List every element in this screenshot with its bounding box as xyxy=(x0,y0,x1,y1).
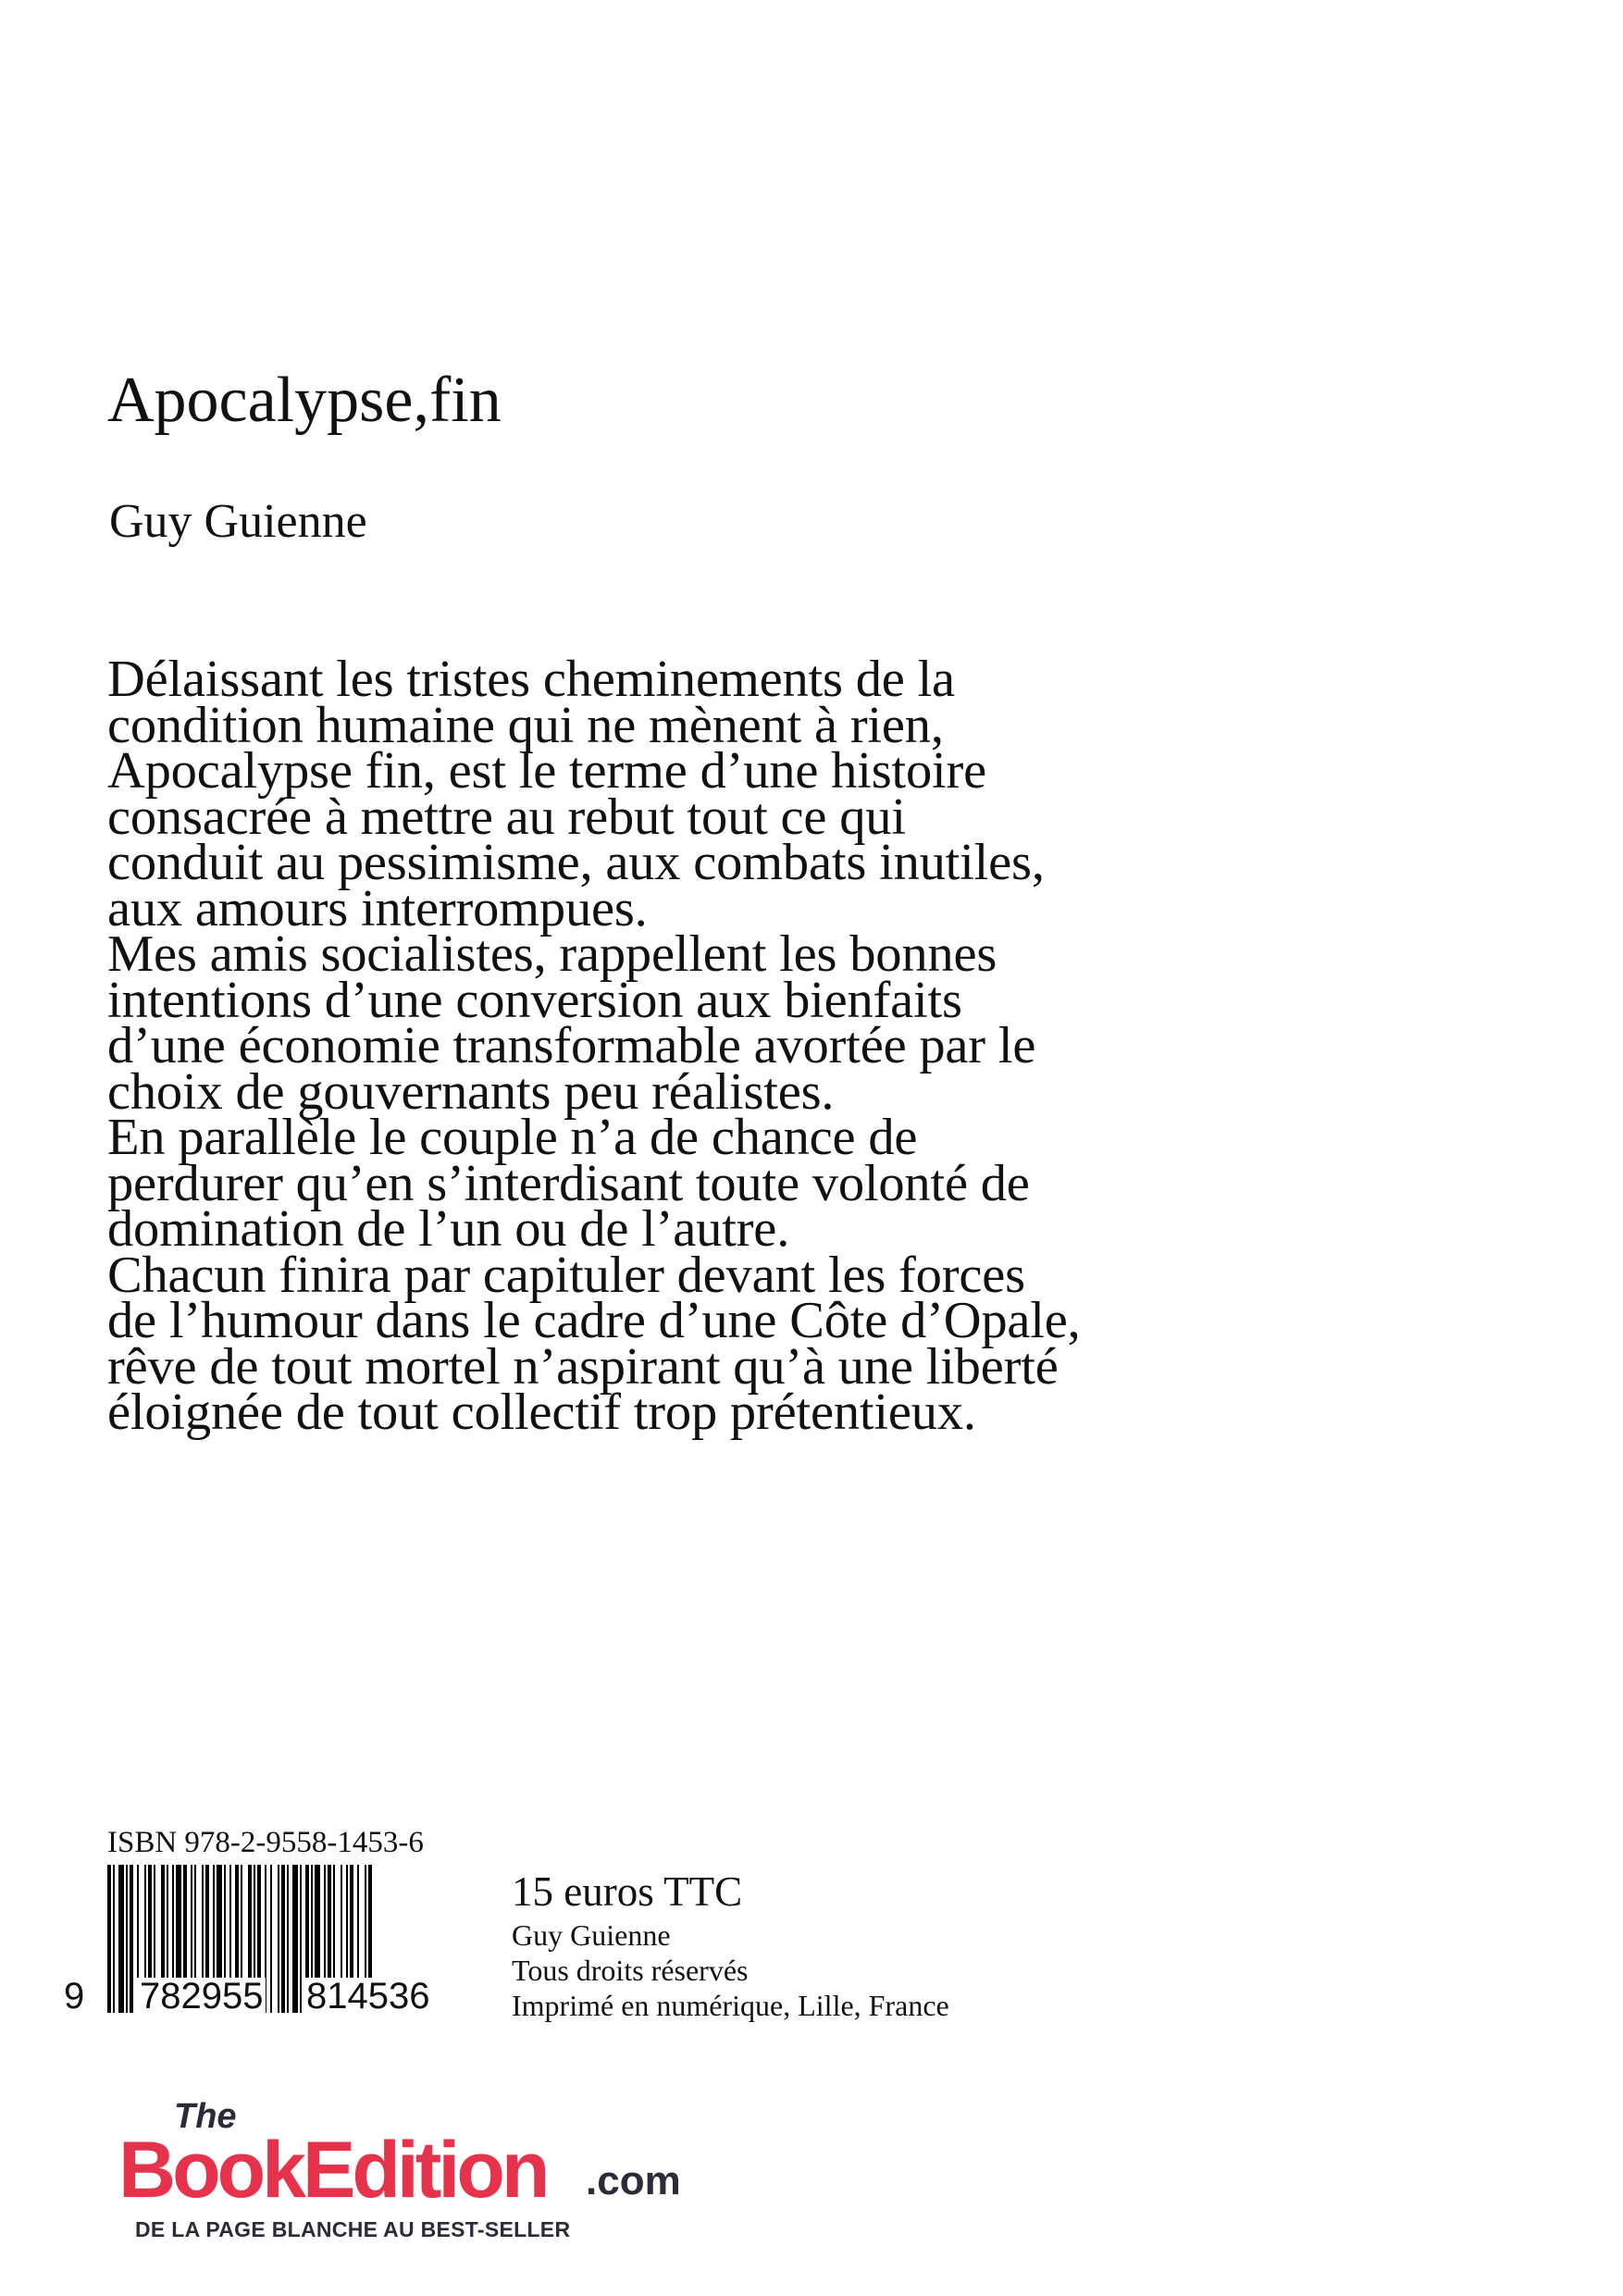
barcode-digit-group-left: 782955 xyxy=(137,1978,266,2015)
blurb-line: perdurer qu’en s’interdisant toute volonté de xyxy=(107,1154,1030,1212)
logo-the: The xyxy=(174,2097,237,2136)
copyright-block xyxy=(512,1917,949,2023)
logo-tagline: DE LA PAGE BLANCHE AU BEST-SELLER xyxy=(135,2217,571,2241)
book-author: Guy Guienne xyxy=(109,495,367,548)
back-cover-blurb xyxy=(107,651,1477,1441)
blurb-line: Chacun finira par capituler devant les forces xyxy=(107,1246,1025,1304)
publisher-logo xyxy=(118,2097,681,2245)
blurb-line: éloignée de tout collectif trop prétentieux. xyxy=(107,1384,976,1441)
barcode-digit-prefix: 9 xyxy=(61,1978,87,2015)
book-title: Apocalypse,fin xyxy=(107,365,502,436)
blurb-line: Apocalypse fin, est le terme d’une histoire xyxy=(107,742,987,800)
blurb-line: intentions d’une conversion aux bienfaits xyxy=(107,971,962,1029)
barcode-digits xyxy=(61,1978,463,2015)
blurb-line: consacrée à mettre au rebut tout ce qui xyxy=(107,788,906,846)
copyright-rights: Tous droits réservés xyxy=(512,1954,749,1987)
copyright-printed: Imprimé en numérique, Lille, France xyxy=(512,1989,949,2022)
isbn-label: ISBN 978-2-9558-1453-6 xyxy=(107,1826,424,1859)
blurb-line: condition humaine qui ne mènent à rien, xyxy=(107,696,944,754)
blurb-line: rêve de tout mortel n’aspirant qu’à une liberté xyxy=(107,1337,1059,1396)
logo-name: BookEdition xyxy=(118,2126,547,2215)
blurb-line: En parallèle le couple n’a de chance de xyxy=(107,1109,918,1166)
blurb-line: choix de gouvernants peu réalistes. xyxy=(107,1062,835,1121)
logo-tld: .com xyxy=(586,2158,681,2203)
blurb-line: domination de l’un ou de l’autre. xyxy=(107,1200,790,1258)
barcode-digit-group-right: 814536 xyxy=(304,1978,432,2015)
price: 15 euros TTC xyxy=(512,1868,743,1915)
blurb-line: conduit au pessimisme, aux combats inutiles, xyxy=(107,834,1045,891)
copyright-author: Guy Guienne xyxy=(512,1918,671,1952)
blurb-line: de l’humour dans le cadre d’une Côte d’Opale, xyxy=(107,1292,1081,1349)
blurb-line: d’une économie transformable avortée par le xyxy=(107,1017,1036,1074)
blurb-line: Délaissant les tristes cheminements de la xyxy=(107,651,955,708)
blurb-line: Mes amis socialistes, rappellent les bonnes xyxy=(107,925,997,983)
blurb-line: aux amours interrompues. xyxy=(107,879,648,937)
